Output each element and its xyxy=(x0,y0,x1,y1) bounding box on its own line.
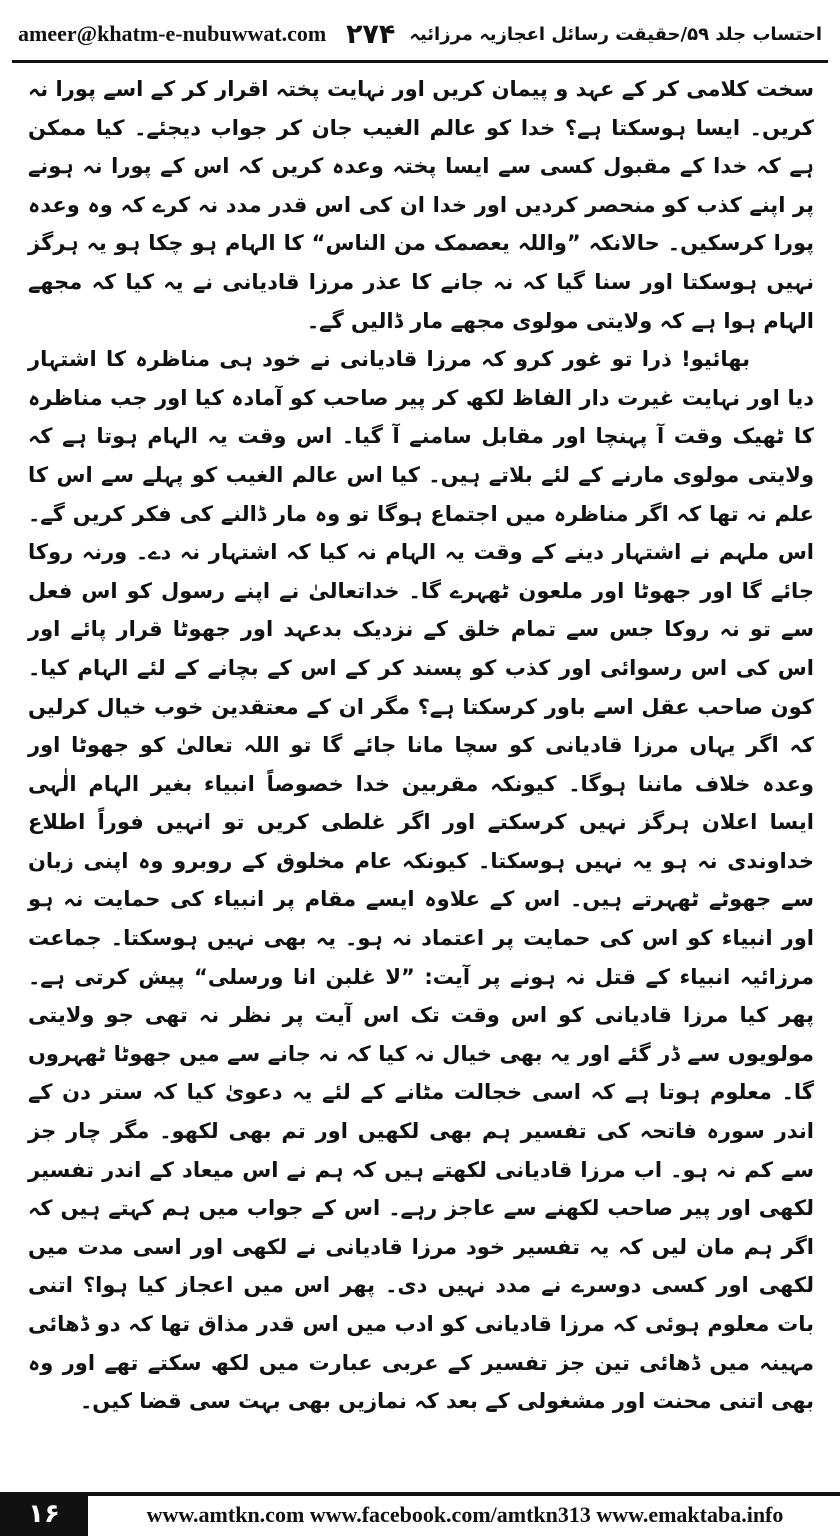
page-footer xyxy=(0,1488,840,1540)
body-text xyxy=(28,70,814,1490)
page-header xyxy=(18,14,822,54)
footer-page-number: ۱۶ xyxy=(28,1499,60,1529)
paragraph-1 xyxy=(28,70,814,340)
quranic-quote-2: لا غلبن انا ورسلی xyxy=(207,964,401,989)
footer-page-box xyxy=(0,1492,88,1536)
paragraph-2-text-b: “ پیش کرتی ہے۔ پھر کیا مرزا قادیانی کو اس وقت تک اس آیت پر نظر نہ تھی جو ولایتی مولویوں سے ڈر گئے اور یہ بھی خیال نہ کیا کہ نہ جانے سے میں جھوٹا ٹھہروں گا۔ معلوم ہوتا ہے کہ اسی خجالت مٹانے کے لئے یہ دعویٰ کیا کہ ستر دن کے اندر سورہ فاتحہ کی تفسیر ہم بھی لکھیں اور تم بھی لکھو۔ مگر چار جز سے کم نہ ہو۔ اب مرزا قادیانی لکھتے ہیں کہ ہم نے اس میعاد کے اندر تفسیر لکھی اور پیر صاحب لکھنے سے عاجز رہے۔ اس کے جواب میں ہم کہتے ہیں کہ اگر ہم مان لیں کہ یہ تفسیر خود مرزا قادیانی نے لکھی اور اسی مدت میں لکھی اور کسی دوسرے نے مدد نہیں دی۔ پھر اس میں اعجاز کیا ہوا؟ اتنی بات معلوم ہوئی کہ مرزا قادیانی کو ادب میں اس قدر مذاق تھا کہ دو ڈھائی مہینہ میں ڈھائی تین جز تفسیر کے عربی عبارت میں لکھ سکتے تھے اور وہ بھی اتنی محنت اور مشغولی کے بعد کہ نمازیں بھی بہت سی قضا کیں۔ xyxy=(28,964,814,1414)
book-title: احتساب جلد ۵۹/حقیقت رسائل اعجازیہ مرزائیہ xyxy=(409,23,822,45)
paragraph-1-text-b: “ کا الہام ہو چکا ہو یہ ہرگز نہیں ہوسکتا اور سنا گیا کہ نہ جانے کا عذر مرزا قادیانی نے یہ کیا کہ مجھے الہام ہوا ہے کہ ولایتی مولوی مجھے مار ڈالیں گے۔ xyxy=(28,231,814,333)
header-email: ameer@khatm-e-nubuwwat.com xyxy=(18,21,327,46)
header-title-group xyxy=(346,19,822,50)
paragraph-2 xyxy=(28,340,814,1421)
paragraph-1-text-a: سخت کلامی کر کے عہد و پیمان کریں اور نہایت پختہ اقرار کر کے اسے پورا نہ کریں۔ ایسا ہوسکتا ہے؟ خدا کو عالم الغیب جان کر جواب دیجئے۔ کیا ممکن ہے کہ خدا کے مقبول کسی سے ایسا پختہ وعدہ کریں کہ اس کے پورا نہ ہونے پر اپنے کذب کو منحصر کردیں اور خدا ان کی اس قدر مدد نہ کرے کہ وہ وعدہ پورا کرسکیں۔ حالانکہ ” xyxy=(28,77,814,256)
footer-divider xyxy=(88,1492,840,1496)
quranic-quote-1: واللہ یعصمک من الناس xyxy=(325,231,567,256)
header-page-number: ۲۷۴ xyxy=(345,18,396,50)
paragraph-2-text-a: بھائیو! ذرا تو غور کرو کہ مرزا قادیانی نے خود ہی مناظرہ کا اشتہار دیا اور نہایت غیرت دار الفاظ لکھ کر پیر صاحب کو آمادہ کیا اور جب مناظرہ کا ٹھیک وقت آ پہنچا اور مقابل سامنے آ گیا۔ اس وقت یہ الہام ہوتا ہے کہ ولایتی مولوی مارنے کے لئے بلاتے ہیں۔ کیا اس عالم الغیب کو پہلے سے اس کا علم نہ تھا کہ اگر مناظرہ میں اجتماع ہوگا تو وہ مار ڈالنے کی فکر کریں گے۔ اس ملہم نے اشتہار دینے کے وقت یہ الہام نہ کیا کہ اشتہار نہ دے۔ ورنہ روکا جائے گا اور جھوٹا اور ملعون ٹھہرے گا۔ خداتعالیٰ نے اپنے رسول کو اس فعل سے تو نہ روکا جس سے تمام خلق کے نزدیک بدعہد اور جھوٹا قرار پائے اور اس کی اس رسوائی اور کذب کو پسند کر کے اس کے بچانے کے لئے الہام کیا۔ کون صاحب عقل اسے باور کرسکتا ہے؟ مگر ان کے معتقدین خوب خیال کرلیں کہ اگر یہاں مرزا قادیانی کو سچا مانا جائے گا تو اللہ تعالیٰ کو جھوٹا اور وعدہ خلاف ماننا ہوگا۔ کیونکہ مقربین خدا خصوصاً انبیاء بغیر الہام الٰہی ایسا اعلان ہرگز نہیں کرسکتے اور اگر غلطی کریں تو انہیں فوراً اطلاع خداوندی نہ ہو یہ نہیں ہوسکتا۔ کیونکہ عام مخلوق کے روبرو وہ اپنی زبان سے جھوٹے ٹھہرتے ہیں۔ اس کے علاوہ ایسے مقام پر انبیاء کی حمایت نہ ہو اور انبیاء کو اس کی حمایت پر اعتماد نہ ہو۔ یہ بھی نہیں ہوسکتا۔ جماعت مرزائیہ انبیاء کے قتل نہ ہونے پر آیت: ” xyxy=(28,347,815,989)
header-divider xyxy=(12,60,828,63)
footer-websites: www.amtkn.com www.facebook.com/amtkn313 www.emaktaba.info xyxy=(146,1502,784,1527)
